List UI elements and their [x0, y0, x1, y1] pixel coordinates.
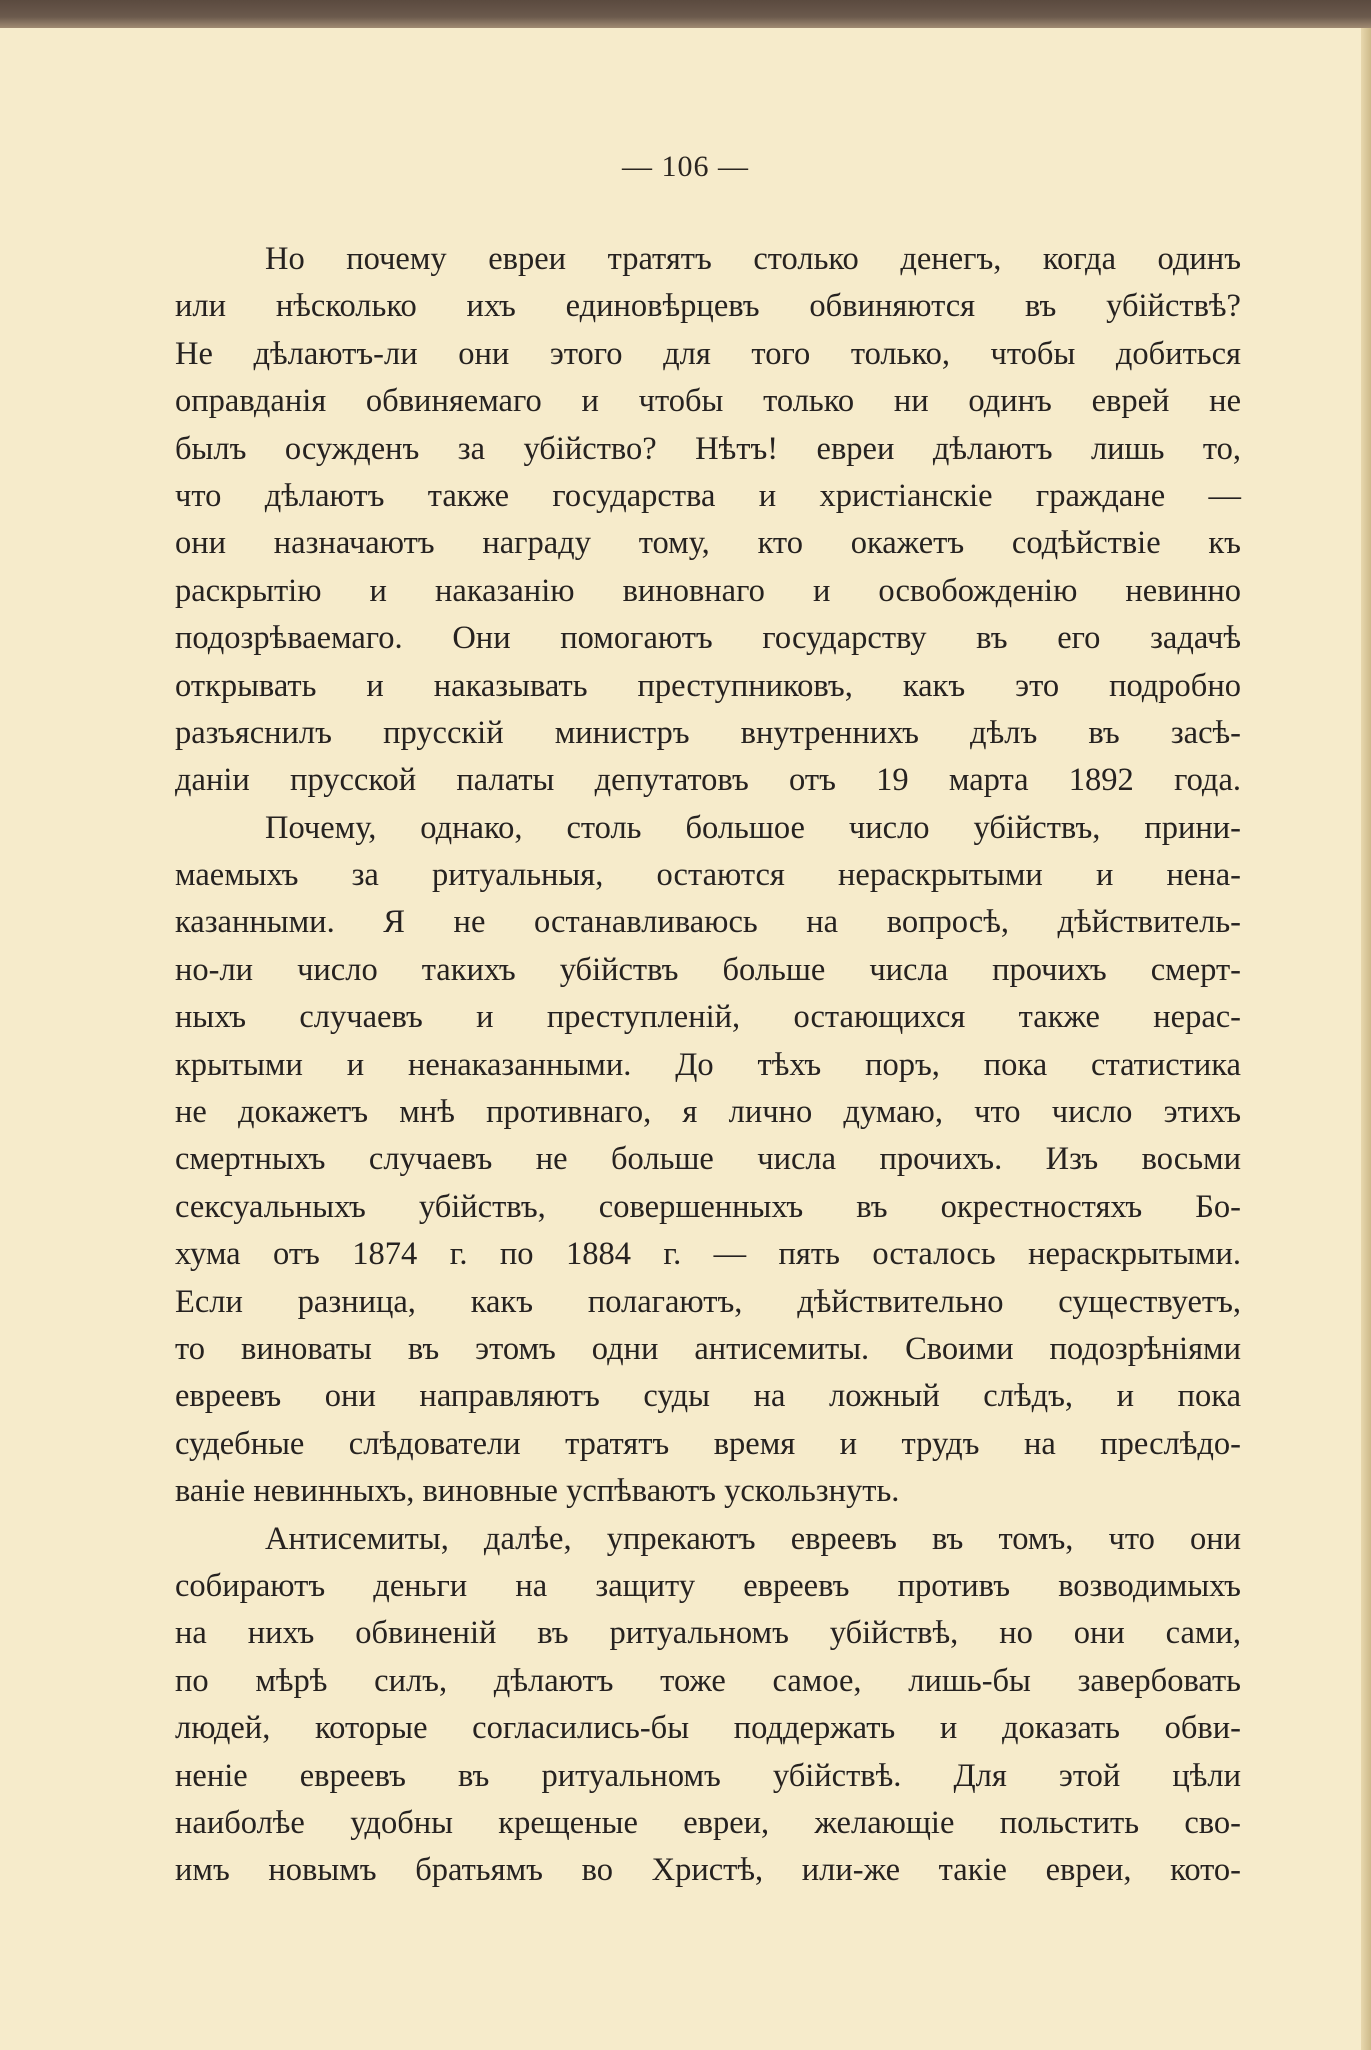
- text-line: Антисемиты, далѣе, упрекаютъ евреевъ въ томъ, что они: [265, 1520, 1241, 1557]
- page-top-border: [0, 0, 1371, 28]
- text-line: сексуальныхъ убійствъ, совершенныхъ въ окрестностяхъ Бо-: [175, 1188, 1241, 1225]
- text-line: разъяснилъ прусскій министръ внутреннихъ дѣлъ въ засѣ-: [175, 714, 1241, 751]
- text-line: собираютъ деньги на защиту евреевъ противъ возводимыхъ: [175, 1567, 1241, 1604]
- text-line: Но почему евреи тратятъ столько денегъ, когда одинъ: [265, 241, 1241, 277]
- text-line: Если разница, какъ полагаютъ, дѣйствительно существуетъ,: [175, 1283, 1241, 1320]
- text-line: или нѣсколько ихъ единовѣрцевъ обвиняются въ убійствѣ?: [175, 288, 1241, 325]
- text-line: смертныхъ случаевъ не больше числа прочихъ. Изъ восьми: [175, 1141, 1241, 1178]
- text-line: судебные слѣдователи тратятъ время и трудъ на преслѣдо-: [175, 1425, 1241, 1462]
- text-line: то виноваты въ этомъ одни антисемиты. Своими подозрѣніями: [175, 1330, 1241, 1367]
- text-line: неніе евреевъ въ ритуальномъ убійствѣ. Для этой цѣли: [175, 1757, 1241, 1794]
- text-line: евреевъ они направляютъ суды на ложный слѣдъ, и пока: [175, 1378, 1241, 1415]
- text-line: Почему, однако, столь большое число убійствъ, прини-: [265, 809, 1241, 846]
- text-line: людей, которые согласились-бы поддержать и доказать обви-: [175, 1710, 1241, 1747]
- text-line: Не дѣлаютъ-ли они этого для того только, чтобы добиться: [175, 335, 1241, 372]
- page-number: — 106 —: [622, 150, 749, 183]
- text-line: но-ли число такихъ убійствъ больше числа прочихъ смерт-: [175, 951, 1241, 988]
- text-line: ныхъ случаевъ и преступленій, остающихся также нерас-: [175, 999, 1241, 1036]
- text-line: ваніе невинныхъ, виновные успѣваютъ ускользнуть.: [175, 1473, 900, 1510]
- text-line: маемыхъ за ритуальныя, остаются нераскрытыми и нена-: [175, 857, 1241, 894]
- text-line: открывать и наказывать преступниковъ, какъ это подробно: [175, 667, 1241, 704]
- text-line: хума отъ 1874 г. по 1884 г. — пять осталось нераскрытыми.: [175, 1236, 1241, 1273]
- text-line: казанными. Я не останавливаюсь на вопросѣ, дѣйствитель-: [175, 904, 1241, 941]
- text-line: подозрѣваемаго. Они помогаютъ государству въ его задачѣ: [175, 620, 1241, 657]
- text-line: раскрытію и наказанію виновнаго и освобожденію невинно: [175, 572, 1241, 609]
- text-line: на нихъ обвиненій въ ритуальномъ убійствѣ, но они сами,: [175, 1615, 1241, 1652]
- paragraph-3: [175, 1516, 1241, 1895]
- text-line: крытыми и ненаказанными. До тѣхъ поръ, пока статистика: [175, 1046, 1241, 1083]
- text-line: не докажетъ мнѣ противнаго, я лично думаю, что число этихъ: [175, 1094, 1241, 1131]
- text-line: даніи прусской палаты депутатовъ отъ 19 марта 1892 года.: [175, 762, 1241, 799]
- text-line: оправданія обвиняемаго и чтобы только ни одинъ еврей не: [175, 383, 1241, 420]
- paragraph-1: [175, 236, 1241, 805]
- text-line: былъ осужденъ за убійство? Нѣтъ! евреи дѣлаютъ лишь то,: [175, 430, 1241, 467]
- text-line: они назначаютъ награду тому, кто окажетъ содѣйствіе къ: [175, 525, 1241, 562]
- text-line: по мѣрѣ силъ, дѣлаютъ тоже самое, лишь-бы завербовать: [175, 1662, 1241, 1699]
- page-right-edge: [1361, 28, 1371, 2050]
- body-text: [175, 236, 1241, 1895]
- text-line: что дѣлаютъ также государства и христіанскіе граждане —: [175, 477, 1241, 514]
- paragraph-2: [175, 805, 1241, 1516]
- text-line: наиболѣе удобны крещеные евреи, желающіе польстить сво-: [175, 1804, 1241, 1841]
- text-line: имъ новымъ братьямъ во Христѣ, или-же такіе евреи, кото-: [175, 1852, 1241, 1889]
